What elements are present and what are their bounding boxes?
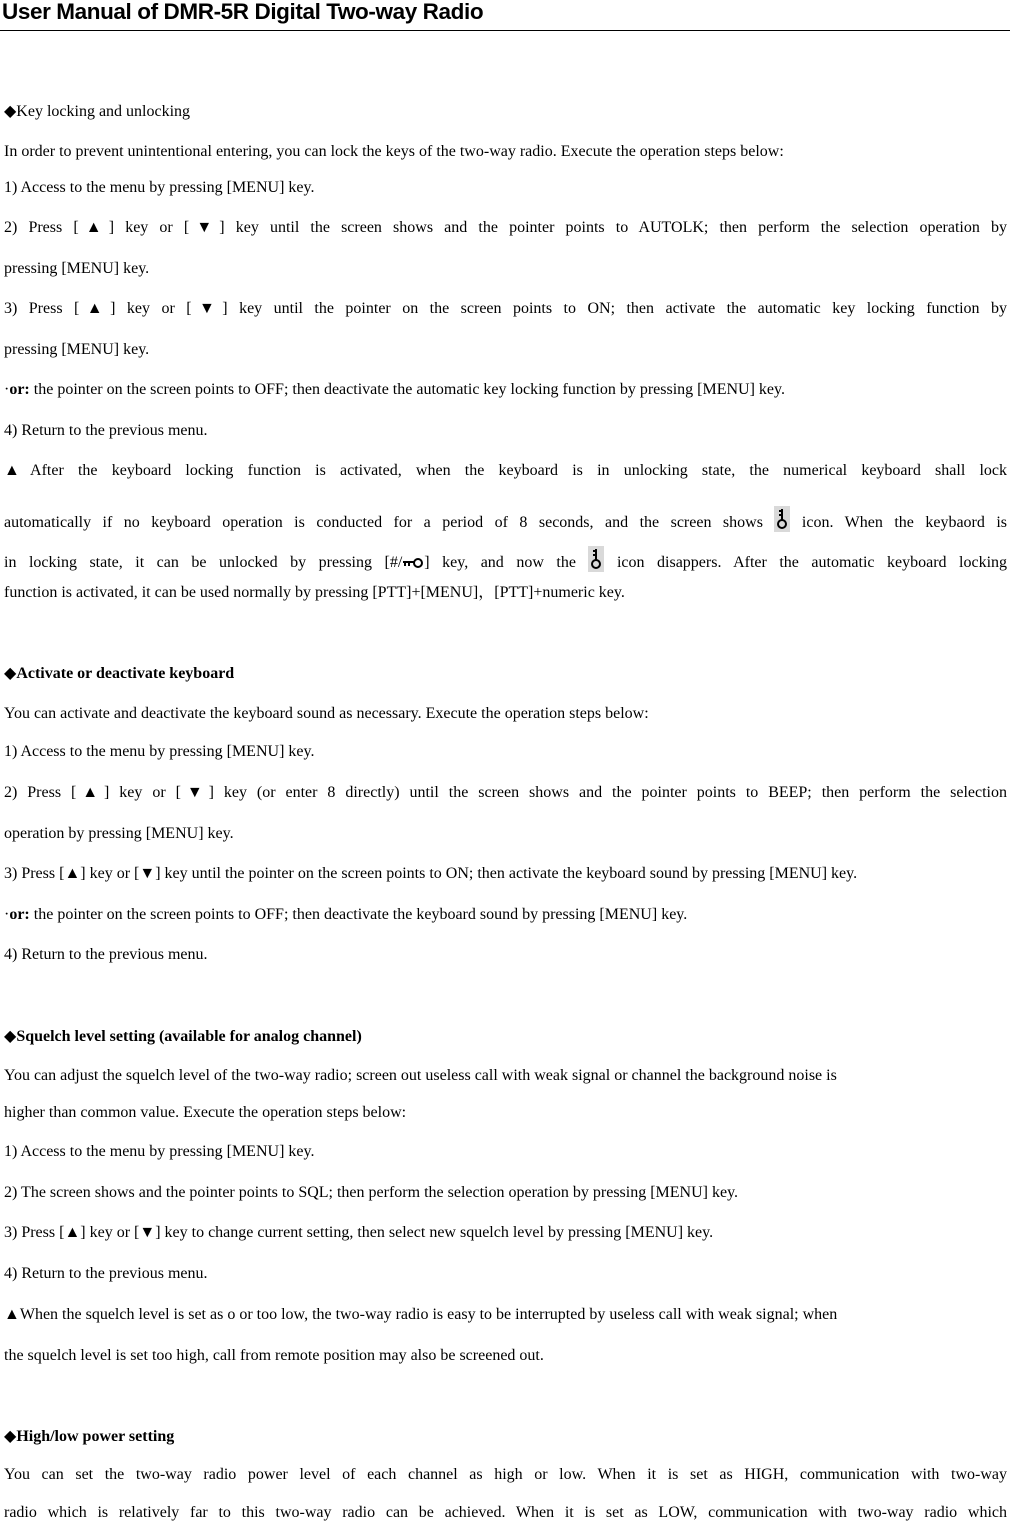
paragraph: radio which is relatively far to this two-way radio can be achieved. When it is set as LOW, communication with two-way radio which xyxy=(4,1504,1007,1521)
step-item: operation by pressing [MENU] key. xyxy=(4,825,234,842)
or-text: the pointer on the screen points to OFF; then deactivate the automatic key locking function by pressing [MENU] key. xyxy=(29,381,785,398)
step-item: 4) Return to the previous menu. xyxy=(4,422,208,439)
note-paragraph: the squelch level is set too high, call from remote position may also be screened out. xyxy=(4,1347,544,1364)
step-item: 3) Press [▲] key or [▼] key to change current setting, then select new squelch level by pressing [MENU] key. xyxy=(4,1224,714,1241)
note-paragraph: ▲When the squelch level is set as o or too low, the two-way radio is easy to be interrupted by useless call with weak signal; when xyxy=(4,1306,838,1323)
note-paragraph xyxy=(4,506,1008,531)
step-item: 3) Press [▲] key or [▼] key until the pointer on the screen points to ON; then activate the keyboard sound by pressing [MENU] key. xyxy=(4,865,858,882)
lock-key-icon xyxy=(402,557,424,569)
section-heading-squelch xyxy=(4,1026,1007,1048)
step-item: 1) Access to the menu by pressing [MENU] key. xyxy=(4,743,315,760)
or-note xyxy=(4,379,1007,401)
heading-text: High/low power setting xyxy=(16,1428,175,1445)
page-title: User Manual of DMR-5R Digital Two-way Radio xyxy=(2,0,484,24)
step-item: 4) Return to the previous menu. xyxy=(4,946,208,963)
note-text: icon disappers. After the automatic keyboard locking xyxy=(616,554,1008,571)
step-item: pressing [MENU] key. xyxy=(4,260,150,277)
diamond-bullet-icon: ◆ xyxy=(4,665,17,682)
note-text: automatically if no keyboard operation is conducted for a period of 8 seconds, and the screen shows xyxy=(4,514,763,531)
or-label: or: xyxy=(9,381,30,398)
section-heading-power xyxy=(4,1426,1007,1448)
or-prefix: · xyxy=(4,381,10,398)
step-item: 2) Press [▲] key or [▼] key until the screen shows and the pointer points to AUTOLK; then perform the selection operation by xyxy=(4,219,1007,236)
note-text: in locking state, it can be unlocked by pressing [#/ xyxy=(4,554,403,571)
paragraph: You can adjust the squelch level of the two-way radio; screen out useless call with weak signal or channel the background noise is xyxy=(4,1067,837,1084)
or-text: the pointer on the screen points to OFF; then deactivate the keyboard sound by pressing [MENU] key. xyxy=(29,906,688,923)
heading-text: Activate or deactivate keyboard xyxy=(16,665,235,682)
diamond-bullet-icon: ◆ xyxy=(4,1428,17,1445)
paragraph: You can set the two-way radio power level of each channel as high or low. When it is set as HIGH, communication with two-way xyxy=(4,1466,1007,1483)
step-item: 4) Return to the previous menu. xyxy=(4,1265,208,1282)
or-note xyxy=(4,904,1007,926)
section-heading-keyboard-sound xyxy=(4,663,1007,685)
note-paragraph: ▲After the keyboard locking function is activated, when the keyboard is in unlocking state, the numerical keyboard shall lock xyxy=(4,462,1007,479)
note-paragraph xyxy=(4,546,1008,571)
or-prefix: · xyxy=(4,906,10,923)
note-paragraph: function is activated, it can be used normally by pressing [PTT]+[MENU]，[PTT]+numeric key. xyxy=(4,584,625,601)
paragraph: In order to prevent unintentional entering, you can lock the keys of the two-way radio. Execute the operation steps below: xyxy=(4,143,784,160)
step-item: pressing [MENU] key. xyxy=(4,341,150,358)
section-heading-key-locking: ◆Key locking and unlocking xyxy=(4,103,191,120)
note-text: ] key, and now the xyxy=(424,554,576,571)
paragraph: higher than common value. Execute the operation steps below: xyxy=(4,1104,407,1121)
step-item: 1) Access to the menu by pressing [MENU] key. xyxy=(4,1143,315,1160)
step-item: 1) Access to the menu by pressing [MENU] key. xyxy=(4,179,315,196)
diamond-bullet-icon: ◆ xyxy=(4,1028,17,1045)
key-lock-icon xyxy=(774,506,790,532)
step-item: 3) Press [▲] key or [▼] key until the pointer on the screen points to ON; then activate the automatic key locking function by xyxy=(4,300,1007,317)
note-text: icon. When the keybaord is xyxy=(801,514,1008,531)
or-label: or: xyxy=(9,906,30,923)
paragraph: You can activate and deactivate the keyboard sound as necessary. Execute the operation steps below: xyxy=(4,705,649,722)
page-header xyxy=(0,0,1010,31)
step-item: 2) Press [▲] key or [▼] key (or enter 8 directly) until the screen shows and the pointer points to BEEP; then perform the selection xyxy=(4,784,1007,801)
heading-text: Squelch level setting (available for analog channel) xyxy=(16,1028,362,1045)
key-lock-icon xyxy=(588,546,604,572)
step-item: 2) The screen shows and the pointer points to SQL; then perform the selection operation by pressing [MENU] key. xyxy=(4,1184,739,1201)
